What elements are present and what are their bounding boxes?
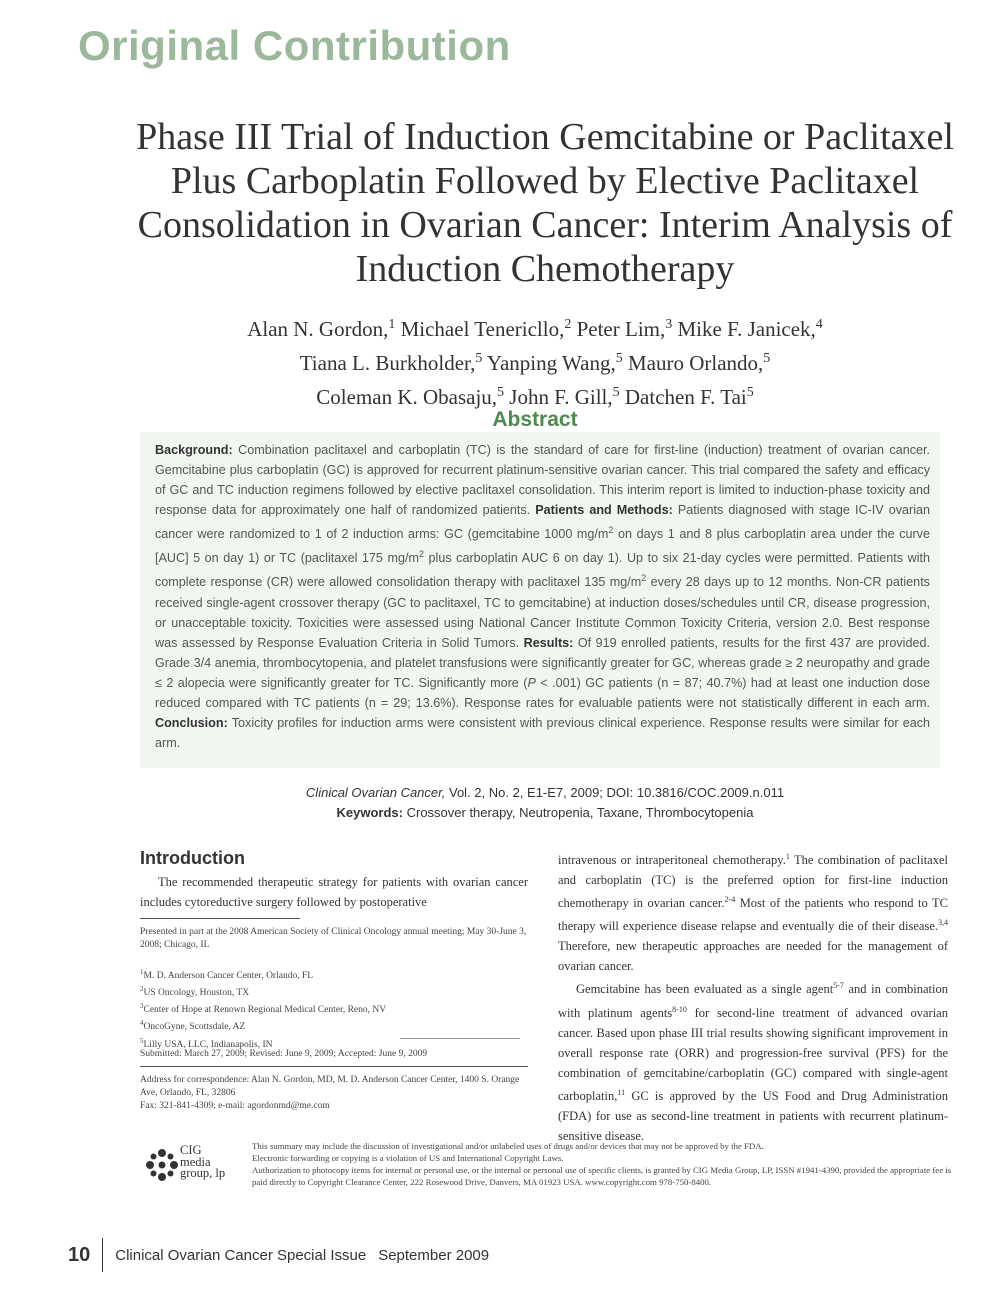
- correspondence: Address for correspondence: Alan N. Gordon, MD, M. D. Anderson Cancer Center, 1400 S. Orange Ave, Orlando, FL, 32806 Fax: 321-841-4309; e-mail: agordonmd@me.com: [140, 1074, 528, 1113]
- author: Yanping Wang,$^5$: [486, 351, 623, 375]
- page-number: 10: [68, 1243, 91, 1266]
- divider: [140, 918, 300, 919]
- journal-name: Clinical Ovarian Cancer,: [305, 785, 446, 800]
- footer-date: September 2009: [378, 1246, 490, 1264]
- copyright-disclaimer: This summary may include the discussion of investigational and/or unlabeled uses of drugs and/or devices that may not be approved by the FDA. Electronic forwarding or copying is a violation of US and International Copyright Laws. Authorization to photocopy items for internal or personal use, or the internal or personal use of specific clients, is granted by CIG Media Group, LP, ISSN #1941-4390, provided the appropriate fee is paid directly to Copyright Clearance Center, 222 Rosewood Drive, Danvers, MA 01923 USA. www.copyright.com 978-750-8400.: [252, 1141, 952, 1187]
- publisher-logo-text: CIG media group, lp: [180, 1143, 226, 1180]
- affiliation: $^5$Lilly USA, LLC, Indianapolis, IN: [140, 1036, 273, 1050]
- author: Tiana L. Burkholder,$^5$: [299, 351, 483, 375]
- author-list: [140, 310, 930, 412]
- body-text-right-column: [558, 847, 948, 1146]
- contact-info: Fax: 321-841-4309; e-mail: agordonmd@me.com: [140, 1101, 330, 1111]
- author: Mauro Orlando,$^5$: [627, 351, 771, 375]
- author: Alan N. Gordon,$^1$: [247, 317, 396, 341]
- paragraph: intravenous or intraperitoneal chemotherapy.$^1$ The combination of paclitaxel and carboplatin (TC) is the preferred option for first-line induction chemotherapy in ovarian cancer.$^{2-4}$ Most of the patients who respond to TC therapy will experience disease relapse and eventually die of their disease.$^{3,4}$ Therefore, new therapeutic approaches are needed for the management of ovarian cancer.: [558, 852, 948, 974]
- introduction-heading: Introduction: [140, 848, 245, 868]
- author: Datchen F. Tai$^5$: [624, 385, 754, 409]
- introduction-text: The recommended therapeutic strategy for patients with ovarian cancer includes cytoreductive surgery followed by postoperative: [140, 875, 528, 909]
- divider: [400, 1038, 520, 1039]
- article-title: Phase III Trial of Induction Gemcitabine or Paclitaxel Plus Carboplatin Followed by Elective Paclitaxel Consolidation in Ovarian Cancer: Interim Analysis of Induction Chemotherapy: [136, 116, 954, 290]
- presented-note: Presented in part at the 2008 American Society of Clinical Oncology annual meeting; May 30-June 3, 2008; Chicago, IL: [140, 927, 527, 950]
- divider: [140, 1066, 528, 1067]
- affiliation: $^4$OncoGyne, Scottsdale, AZ: [140, 1019, 246, 1033]
- footer-separator: [102, 1238, 103, 1272]
- author: Michael Tenericllo,$^2$: [400, 317, 572, 341]
- section-heading: Original Contribution: [78, 22, 511, 69]
- publisher-logo-icon: [144, 1147, 180, 1183]
- author: John F. Gill,$^5$: [509, 385, 620, 409]
- affiliation: $^1$M. D. Anderson Cancer Center, Orlando, FL: [140, 968, 314, 982]
- citation-block: Clinical Ovarian Cancer, Vol. 2, No. 2, E1-E7, 2009; DOI: 10.3816/COC.2009.n.011 Keywords: Crossover therapy, Neutropenia, Taxane, Thrombocytopenia: [305, 785, 785, 820]
- author: Coleman K. Obasaju,$^5$: [316, 385, 505, 409]
- paragraph: Gemcitabine has been evaluated as a single agent$^{5-7}$ and in combination with platinum agents$^{8-10}$ for second-line treatment of advanced ovarian cancer. Based upon phase III trial results showing significant improvement in overall response rate (ORR) and progression-free survival (PFS) for the combination of gemcitabine/carboplatin (GC) compared with single-agent carboplatin,$^{11}$ GC is approved by the US Food and Drug Administration (FDA) for use as second-line treatment in patients with recurrent platinum-sensitive disease.: [558, 981, 948, 1143]
- page-footer: [68, 1238, 489, 1272]
- keywords-label: Keywords:: [336, 805, 403, 820]
- abstract-body: Background: Combination paclitaxel and carboplatin (TC) is the standard of care for first-line (induction) treatment of ovarian cancer. Gemcitabine plus carboplatin (GC) is approved for recurrent platinum-sensitive ovarian cancer. This trial compared the safety and efficacy of GC and TC induction regimens followed by elective paclitaxel consolidation. This interim report is limited to induction-phase toxicity and response data for approximately one half of randomized patients. Patients and Methods: Patients diagnosed with stage IC-IV ovarian cancer were randomized to 1 of 2 induction arms: GC (gemcitabine 1000 $mg/m^2$ on days 1 and 8 plus carboplatin area under the curve [AUC] 5 on day 1) or TC (paclitaxel 175 $mg/m^2$ plus carboplatin AUC 6 on day 1). Up to six 21-day cycles were permitted. Patients with complete response (CR) were allowed consolidation therapy with paclitaxel 135 $mg/m^2$ every 28 days up to 12 months. Non-CR patients received single-agent crossover therapy (GC to paclitaxel, TC to gemcitabine) at induction doses/schedules until CR, disease progression, or unacceptable toxicity. Toxicities were assessed using National Cancer Institute Common Toxicity Criteria, version 2.0. Best response was assessed by Response Evaluation Criteria in Solid Tumors. Results: Of 919 enrolled patients, results for the first 437 are provided. Grade 3/4 anemia, thrombocytopenia, and platelet transfusions were significantly greater for GC, whereas grade ≥ 2 neuropathy and grade ≤ 2 alopecia were significantly greater for TC. Significantly more (P < .001) GC patients (n = 87; 40.7%) had at least one induction dose reduced compared with TC patients (n = 29; 13.6%). Response rates for evaluable patients were not statistically different in each arm. Conclusion: Toxicity profiles for induction arms were consistent with previous clinical experience. Response results were similar for each arm.: [155, 443, 931, 750]
- author: Mike F. Janicek,$^4$: [677, 317, 823, 341]
- affiliation: $^3$Center of Hope at Renown Regional Medical Center, Reno, NV: [140, 1002, 387, 1016]
- author: Peter Lim,$^3$: [576, 317, 673, 341]
- footer-journal: Clinical Ovarian Cancer Special Issue: [115, 1246, 367, 1264]
- submission-dates: Submitted: March 27, 2009; Revised: June 9, 2009; Accepted: June 9, 2009: [140, 1049, 428, 1059]
- affiliation: $^2$US Oncology, Houston, TX: [140, 985, 250, 999]
- abstract-heading: Abstract: [492, 408, 578, 431]
